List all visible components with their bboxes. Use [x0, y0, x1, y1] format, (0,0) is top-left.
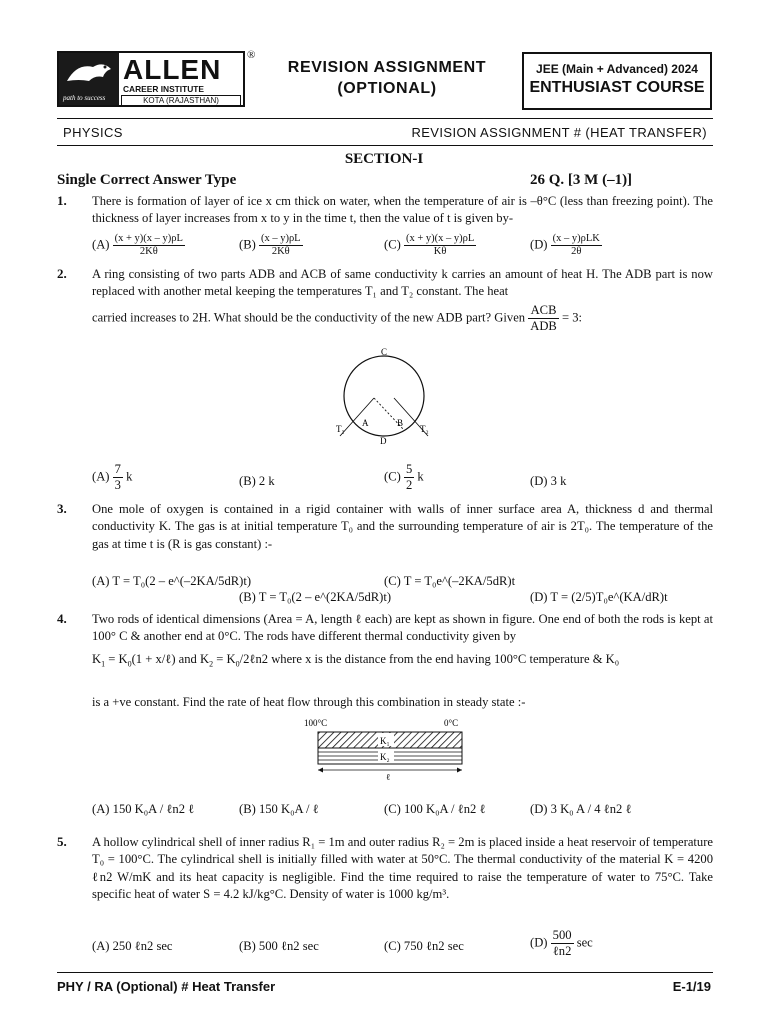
- option-label: (A): [92, 802, 110, 816]
- q1-number: 1.: [57, 193, 67, 208]
- logo-city: KOTA (RAJASTHAN): [121, 95, 241, 107]
- label-k2: K₂: [380, 752, 390, 762]
- option-expr: 150 K₀A / ℓn2 ℓ: [112, 802, 195, 816]
- option-label: (A): [92, 469, 110, 484]
- q5-text: A hollow cylindrical shell of inner radius R₁ = 1m and outer radius R₂ = 2m is placed inside a heat reservoir of temperature T₀ = 100°C. The cylindrical shell is initially filled with water at 50°C. The thermal conductivity of the material K = 4200 ℓn2 W/mK and its heat capacity is negligible. Find the time required to raise the temperature of water to 75°C. Take specific heat of water S = 4.2 kJ/kg°C. Density of water is 1000 kg/m³.: [92, 835, 713, 902]
- denominator: 2Kθ: [271, 246, 290, 257]
- q4-text-2: where x is the distance from the end having 100°C temperature & K₀: [271, 652, 620, 667]
- course-line-2: ENTHUSIAST COURSE: [529, 79, 705, 96]
- denominator: 3: [114, 478, 121, 492]
- label-d: D: [380, 436, 387, 446]
- numerator: ACB: [528, 303, 559, 319]
- label-k1: K₁: [380, 736, 390, 746]
- q5-option-a[interactable]: (A) 250 ℓn2 sec: [92, 939, 173, 953]
- q3-option-a[interactable]: (A) T = T₀(2 – e^(–2KA/5dR)t): [92, 574, 252, 588]
- q3-option-d[interactable]: (D) T = (2/5)T₀e^(KA/dR)t: [530, 590, 668, 604]
- q4-option-c[interactable]: [384, 802, 485, 817]
- header-rule-bottom: [57, 145, 713, 146]
- numerator: (x + y)(x – y)ρL: [114, 233, 183, 244]
- option-expr: 3 K₀ A / 4 ℓn2 ℓ: [550, 802, 632, 816]
- q5-option-d[interactable]: [530, 928, 593, 959]
- header-rule-top: [57, 118, 713, 119]
- q2-option-b[interactable]: (B) 2 k: [239, 474, 275, 488]
- subject-label: PHYSICS: [63, 125, 123, 140]
- q5-option-b[interactable]: (B) 500 ℓn2 sec: [239, 939, 319, 953]
- q4-rods-figure: [300, 716, 480, 782]
- fraction: [551, 928, 574, 959]
- q5-number: 5.: [57, 834, 67, 849]
- q4-conductivity-line: [92, 652, 619, 669]
- q1-text: There is formation of layer of ice x cm thick on water, when the temperature of air is –θ°C (less than freezing point). The thickness of layer increases from x to y in the time t, then the value of t is given by-: [92, 194, 713, 226]
- footer-page: E-1/19: [672, 979, 711, 994]
- option-label: (B): [239, 237, 256, 252]
- footer-rule: [57, 972, 713, 973]
- label-b: B: [397, 418, 404, 428]
- q4-option-b[interactable]: [239, 802, 319, 817]
- course-box: [522, 52, 712, 110]
- section-title: SECTION-I: [344, 151, 424, 167]
- numerator: (x + y)(x – y)ρL: [405, 233, 475, 244]
- denominator: ℓn2: [552, 944, 572, 958]
- label-length: ℓ: [386, 772, 391, 782]
- denominator: ADB: [530, 319, 557, 333]
- title-line-1: REVISION ASSIGNMENT: [287, 59, 487, 76]
- denominator: 2Kθ: [139, 246, 158, 257]
- numerator: (x – y)ρL: [260, 233, 301, 244]
- fraction: [551, 233, 602, 258]
- q2-option-a[interactable]: [92, 462, 132, 493]
- denominator: 2θ: [571, 246, 582, 257]
- logo-emblem: [59, 53, 119, 105]
- q2-option-d[interactable]: (D) 3 k: [530, 474, 567, 488]
- label-a: A: [362, 418, 369, 428]
- ring-circle: [344, 356, 424, 436]
- q2-number: 2.: [57, 266, 67, 281]
- q4-text-3: is a +ve constant. Find the rate of heat flow through this combination in steady state :-: [92, 695, 526, 709]
- q4-text: Two rods of identical dimensions (Area = A, length ℓ each) are kept as shown in figure. One end of both the rods is kept at 100° C & another end at 0°C. The rods have different thermal conductivity given by: [92, 612, 713, 644]
- given-value: = 3:: [561, 310, 583, 325]
- q1-option-b[interactable]: [239, 233, 303, 258]
- q3-text: One mole of oxygen is contained in a rigid container with walls of inner surface area A, thickness d and thermal conductivity K. The gas is at initial temperature T₀ and the surrounding temperature of air is 2T₀. The temperature of the gas at time t is (R is gas constant) :-: [92, 502, 713, 551]
- fraction: [113, 462, 123, 493]
- numerator: 7: [114, 462, 121, 476]
- title-line-2: (OPTIONAL): [337, 80, 437, 97]
- question-count: 26 Q. [3 M (–1)]: [530, 172, 633, 188]
- fraction: [404, 233, 476, 258]
- option-expr: 150 K₀A / ℓ: [258, 802, 319, 816]
- allen-logo: [57, 51, 245, 107]
- q1-option-d[interactable]: [530, 233, 602, 258]
- option-label: (C): [384, 469, 401, 484]
- option-unit: sec: [576, 935, 593, 950]
- q2-text-line3: [92, 303, 713, 334]
- temp-left: 100°C: [304, 718, 328, 728]
- registered-mark: ®: [247, 49, 256, 61]
- horse-emblem-icon: [59, 53, 119, 93]
- q4-number: 4.: [57, 611, 67, 626]
- logo-subtitle: CAREER INSTITUTE: [123, 84, 204, 94]
- denominator: Kθ: [433, 246, 447, 257]
- q1-option-c[interactable]: [384, 233, 476, 258]
- q4-option-a[interactable]: [92, 802, 194, 817]
- q2-text: A ring consisting of two parts ADB and ACB of same conductivity k carries an amount of heat H. The ADB part is now replaced with another metal keeping the temperatures T₁ and T₂ constant. The heat: [92, 267, 713, 299]
- assignment-title: [262, 57, 512, 99]
- given-fraction: [528, 303, 559, 334]
- logo-name: ALLEN: [123, 54, 222, 85]
- option-label: (A): [92, 237, 110, 252]
- q2-option-c[interactable]: [384, 462, 424, 493]
- q3-number: 3.: [57, 501, 67, 516]
- numerator: 5: [405, 462, 413, 476]
- footer-left: PHY / RA (Optional) # Heat Transfer: [57, 979, 276, 994]
- q3-option-c[interactable]: (C) T = T₀e^(–2KA/5dR)t: [384, 574, 516, 588]
- numerator: (x – y)ρLK: [552, 233, 600, 244]
- option-unit: k: [126, 469, 133, 484]
- option-label: (D): [530, 802, 548, 816]
- denominator: 2: [405, 478, 413, 492]
- option-unit: k: [417, 469, 424, 484]
- numerator: 500: [552, 928, 572, 942]
- answer-type: Single Correct Answer Type: [57, 172, 237, 188]
- q4-option-d[interactable]: [530, 802, 631, 817]
- temp-right: 0°C: [444, 718, 459, 728]
- option-label: (D): [530, 237, 548, 252]
- assignment-heading: REVISION ASSIGNMENT # (HEAT TRANSFER): [411, 125, 707, 140]
- option-label: (C): [384, 237, 401, 252]
- q2-ring-figure: [330, 348, 442, 448]
- k-formulas: $K_1 = K_0(1$ + x/ℓ) and $K_2$ = $K_0/2\ell n2$: [92, 652, 269, 669]
- course-line-1: JEE (Main + Advanced) 2024: [536, 62, 698, 76]
- q5-option-c[interactable]: (C) 750 ℓn2 sec: [384, 939, 464, 953]
- option-label: (B): [239, 802, 256, 816]
- q3-option-b[interactable]: (B) T = T₀(2 – e^(2KA/5dR)t): [239, 590, 392, 604]
- option-label: (C): [384, 802, 401, 816]
- fraction: [259, 233, 303, 258]
- label-c: C: [381, 348, 388, 357]
- option-expr: 100 K₀A / ℓn2 ℓ: [403, 802, 486, 816]
- option-label: (D): [530, 935, 548, 950]
- fraction: [113, 233, 185, 258]
- q1-option-a[interactable]: [92, 233, 185, 258]
- q2-text-2: carried increases to 2H. What should be the conductivity of the new ADB part? Given: [92, 310, 526, 325]
- label-t1: T₁: [336, 424, 345, 434]
- fraction: [404, 462, 414, 493]
- logo-tagline: path to success: [63, 94, 106, 102]
- label-t2: T₂: [420, 424, 429, 434]
